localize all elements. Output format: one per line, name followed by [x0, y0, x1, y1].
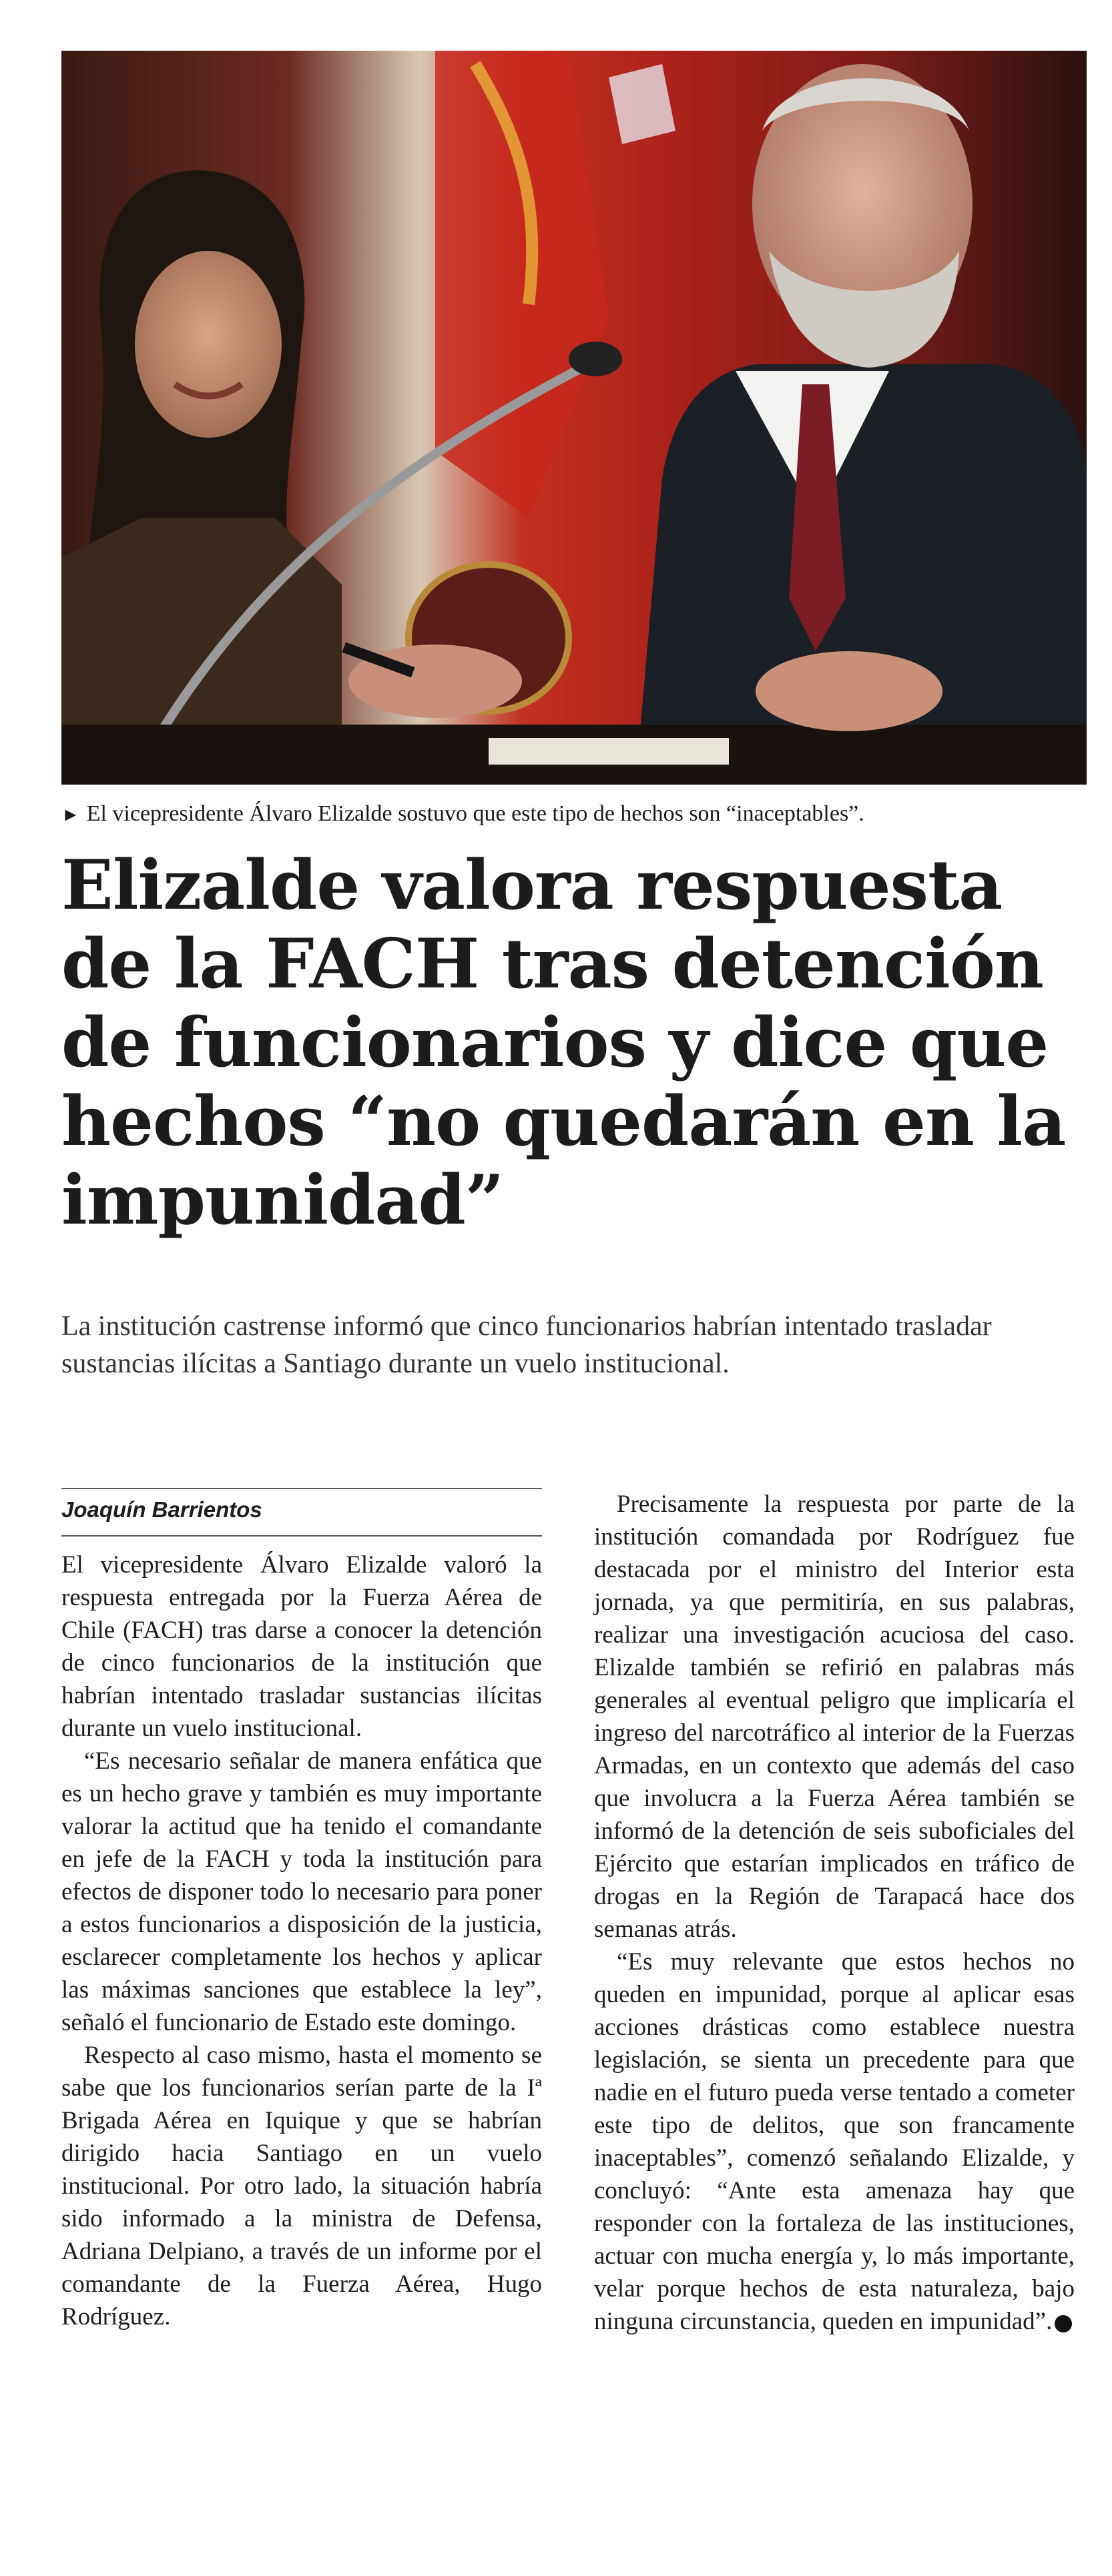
paragraph-text: “Es muy relevante que estos hechos no queden en impunidad, porque al aplicar esas acciones drásticas como establece nuestra legislación, se sienta un precedente para que nadie en el futuro pueda verse tentado a cometer este tipo de delitos, que son francamente inaceptables”, comenzó señalando Elizalde, y concluyó: “Ante esta amenaza hay que responder con la fortaleza de las instituciones, actuar con mucha energía y, lo más importante, velar porque hechos de esta naturaleza, bajo ninguna circunstancia, queden en impunidad”.	[594, 1948, 1075, 2335]
end-mark-icon	[1055, 2315, 1072, 2332]
paragraph: “Es necesario señalar de manera enfática que es un hecho grave y también es muy importante valorar la actitud que ha tenido el comandante en jefe de la FACH y toda la institución para efectos de disponer todo lo necesario para poner a estos funcionarios a disposición de la justicia, esclarecer completamente los hechos y aplicar las máximas sanciones que establece la ley”, señaló el funcionario de Estado este domingo.	[61, 1747, 542, 2036]
photo-caption	[61, 799, 1089, 830]
article-column-right	[594, 1488, 1075, 2338]
byline: Joaquín Barrientos	[61, 1488, 542, 1537]
paragraph: El vicepresidente Álvaro Elizalde valoró la respuesta entregada por la Fuerza Aérea de Chile (FACH) tras darse a conocer la detención de cinco funcionarios de la institución que habrían intentado trasladar sustancias ilícitas durante un vuelo institucional.	[61, 1551, 542, 1742]
paragraph: Respecto al caso mismo, hasta el momento se sabe que los funcionarios serían parte de la Iª Brigada Aérea en Iquique y que se habrían dirigido hacia Santiago en un vuelo institucional. Por otro lado, la situación habría sido informado a la ministra de Defensa, Adriana Delpiano, a través de un informe por el comandante de la Fuerza Aérea, Hugo Rodríguez.	[61, 2042, 542, 2330]
article-column-left	[61, 1488, 542, 2333]
paragraph-last	[594, 1946, 1075, 2338]
article-photo	[61, 51, 1087, 785]
subtitle: La institución castrense informó que cinco funcionarios habrían intentado trasladar sustancias ilícitas a Santiago durante un vuelo institucional.	[61, 1311, 992, 1379]
photo-illustration	[61, 51, 1087, 785]
headline: Elizalde valora respuesta de la FACH tras detención de funcionarios y dice que hechos “no quedarán en la impunidad”	[61, 845, 1066, 1240]
paragraph: Precisamente la respuesta por parte de la institución comandada por Rodríguez fue destacada por el ministro del Interior esta jornada, ya que permitiría, en sus palabras, realizar una investigación acuciosa del caso. Elizalde también se refirió en palabras más generales al eventual peligro que implicaría el ingreso del narcotráfico al interior de la Fuerzas Armadas, en un contexto que además del caso que involucra a la Fuerza Aérea también se informó de la detención de seis suboficiales del Ejército que estarían implicados en tráfico de drogas en la Región de Tarapacá hace dos semanas atrás.	[594, 1490, 1075, 1943]
caption-arrow-icon: ►	[61, 805, 80, 825]
caption-text: El vicepresidente Álvaro Elizalde sostuvo que este tipo de hechos son “inaceptables”.	[86, 801, 864, 826]
